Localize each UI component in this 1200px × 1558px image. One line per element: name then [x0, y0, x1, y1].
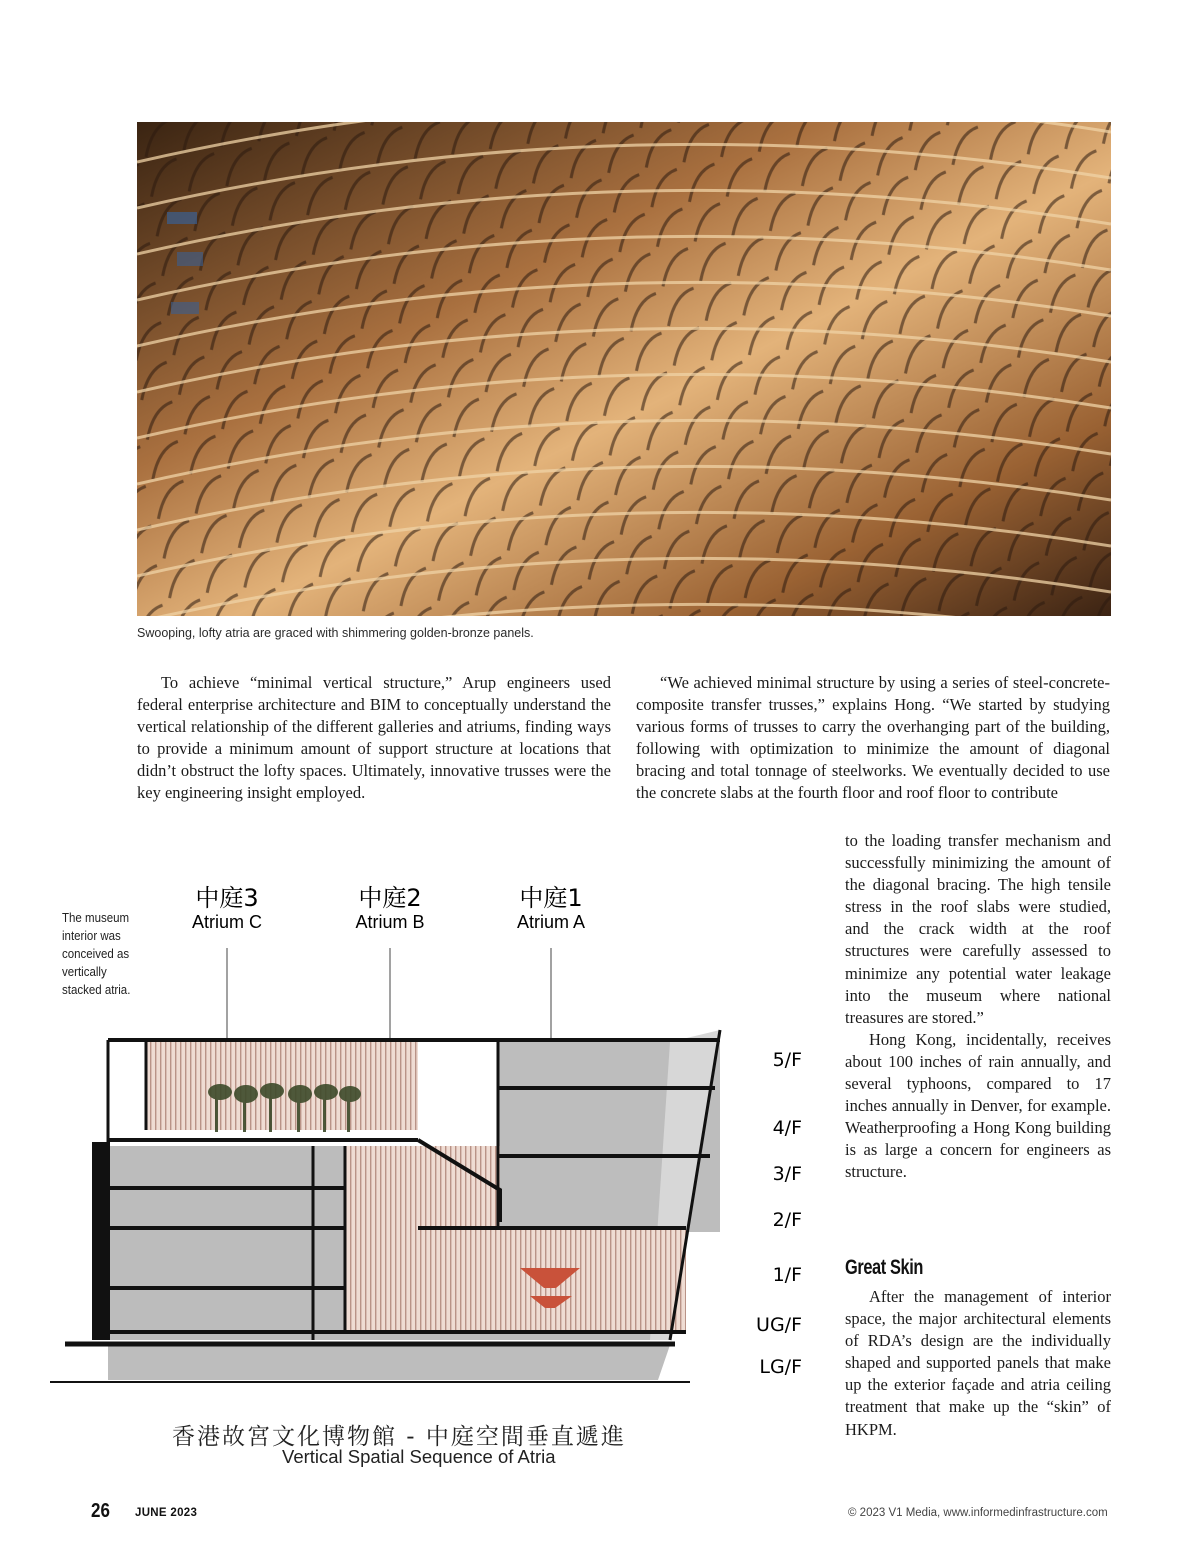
section-diagram-art: [50, 870, 820, 1470]
body-column-3: [845, 830, 1111, 1184]
page-number: 26: [91, 1500, 110, 1522]
atrium-b-zh: 中庭2: [358, 884, 422, 912]
floor-label-ugf: UG/F: [756, 1314, 802, 1336]
paragraph: “We achieved minimal structure by using a series of steel-concrete-composite transfer trusses,” explains Hong. “We started by studying various forms of trusses to carry the overhanging part of the building, following with optimization to minimize the amount of diagonal bracing and total tonnage of steelworks. We eventually decided to use the concrete slabs at the fourth floor and roof floor to contribute: [636, 673, 1110, 803]
diagram-title-zh: 香港故宮文化博物館 - 中庭空間垂直遞進: [172, 1424, 626, 1450]
floor-label-5f: 5/F: [772, 1049, 802, 1071]
paragraph: After the management of interior space, the major architectural elements of RDA’s design are the individually shaped and supported panels that make up the exterior façade and atria ceiling treatment that make up the “skin” of HKPM.: [845, 1287, 1111, 1439]
atrium-c-zh: 中庭3: [195, 884, 259, 912]
copyright-notice: © 2023 V1 Media, www.informedinfrastructure.com: [848, 1507, 1108, 1519]
paragraph: Hong Kong, incidentally, receives about 100 inches of rain annually, and several typhoons, compared to 17 inches annually in Denver, for example. Weatherproofing a Hong Kong building is as large a concern for engineers as structure.: [845, 1029, 1111, 1182]
body-column-2: [636, 672, 1110, 805]
paragraph: to the loading transfer mechanism and successfully minimizing the amount of the diagonal bracing. The high tensile stress in the roof slabs were studied, and the crack width at the roof structures were carefully assessed to minimize any potential water leakage into the museum where national treasures are stored.”: [845, 831, 1111, 1027]
atrium-b-en: Atrium B: [355, 912, 425, 932]
floor-label-2f: 2/F: [772, 1209, 802, 1231]
section-heading: Great Skin: [845, 1256, 924, 1279]
section-diagram: [50, 870, 820, 1470]
photo-caption: Swooping, lofty atria are graced with shimmering golden-bronze panels.: [137, 626, 534, 640]
floor-label-1f: 1/F: [772, 1264, 802, 1286]
floor-label-lgf: LG/F: [759, 1356, 802, 1378]
issue-date: JUNE 2023: [135, 1507, 198, 1519]
body-column-3b: [845, 1286, 1111, 1441]
side-note: The museum interior was conceived as vertically stacked atria.: [62, 911, 131, 997]
body-column-1: [137, 672, 611, 805]
atrium-c-en: Atrium C: [191, 912, 263, 932]
atrium-a-en: Atrium A: [516, 912, 586, 932]
atrium-a-zh: 中庭1: [519, 884, 583, 912]
floor-label-4f: 4/F: [772, 1117, 802, 1139]
floor-label-3f: 3/F: [772, 1163, 802, 1185]
diagram-title-en: Vertical Spatial Sequence of Atria: [282, 1446, 556, 1467]
ceiling-photo: [137, 122, 1111, 616]
ceiling-photo-art: [137, 122, 1111, 616]
paragraph: To achieve “minimal vertical structure,” Arup engineers used federal enterprise architecture and BIM to conceptually understand the vertical relationship of the different galleries and atriums, finding ways to provide a minimum amount of support structure at locations that didn’t obstruct the lofty spaces. Ultimately, innovative trusses were the key engineering insight employed.: [137, 673, 611, 803]
